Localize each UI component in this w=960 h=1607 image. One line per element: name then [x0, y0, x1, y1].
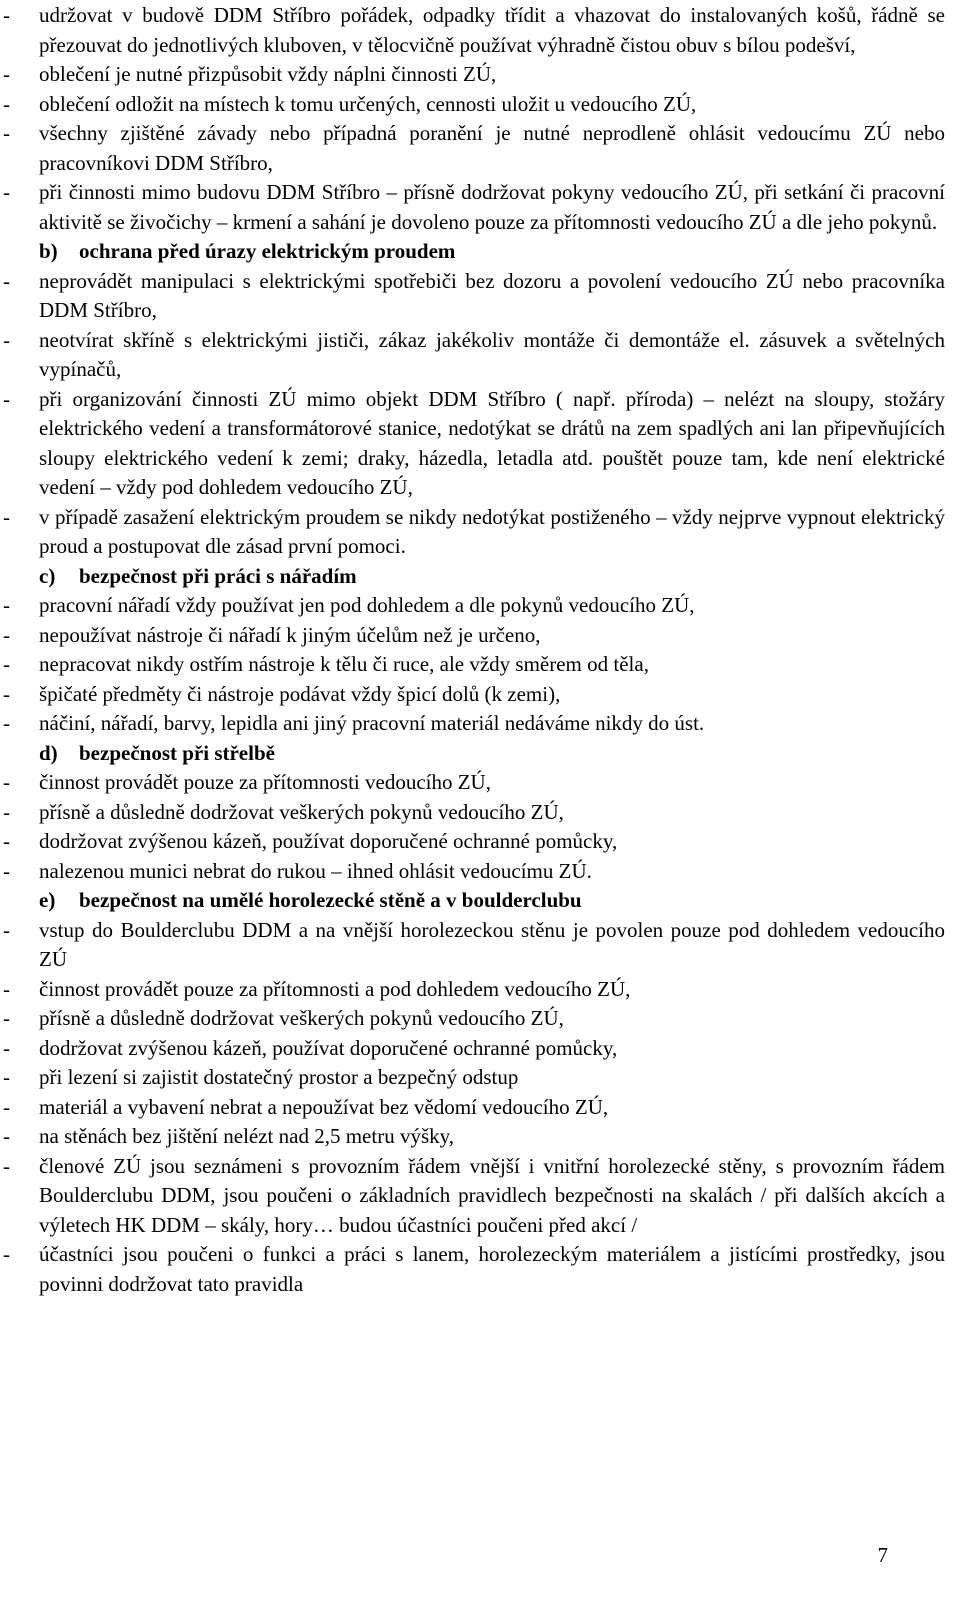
list-item-text: nepoužívat nástroje či nářadí k jiným účelům než je určeno, [39, 622, 541, 647]
section-heading [0, 562, 945, 592]
section-heading [0, 237, 945, 267]
list-item [0, 267, 945, 326]
list-dash: - [3, 3, 10, 27]
section-letter: c) [39, 563, 56, 588]
list-dash: - [3, 1242, 10, 1266]
list-item [0, 385, 945, 503]
list-item [0, 827, 945, 857]
list-item-text: činnost provádět pouze za přítomnosti vedoucího ZÚ, [39, 770, 491, 794]
list-dash: - [3, 917, 10, 942]
section-letter: d) [39, 740, 58, 765]
list-item-text: při organizování činnosti ZÚ mimo objekt DDM Stříbro ( např. příroda) – nelézt na sloupy, stožáry elektrického vedení a transformátorové stanice, nedotýkat se drátů na zem spadlých ani lan připevňujících sloupy elektrického vedení k zemi; draky, házedla, letadla atd. pouštět pouze tam, kde není elektrické vedení – vždy pod dohledem vedoucího ZÚ, [39, 386, 945, 499]
list-dash: - [3, 799, 10, 824]
list-item [0, 1063, 945, 1093]
page-number: 7 [877, 1543, 888, 1567]
list-dash: - [3, 62, 10, 86]
list-item-text: při lezení si zajistit dostatečný prostor a bezpečný odstup [39, 1065, 519, 1089]
list-dash: - [3, 180, 10, 204]
section-letter: b) [39, 239, 58, 263]
list-item-text: nalezenou munici nebrat do rukou – ihned ohlásit vedoucímu ZÚ. [39, 858, 592, 883]
list-item [0, 326, 945, 385]
list-dash: - [3, 1006, 10, 1030]
list-item [0, 1122, 945, 1152]
section-title: ochrana před úrazy elektrickým proudem [79, 239, 456, 263]
list-dash: - [3, 681, 10, 706]
list-item [0, 1, 945, 60]
list-item [0, 798, 945, 828]
list-item [0, 591, 945, 621]
list-item-text: náčiní, nářadí, barvy, lepidla ani jiný pracovní materiál nedáváme nikdy do úst. [39, 711, 705, 735]
list-dash: - [3, 1124, 10, 1148]
list-item [0, 1152, 945, 1241]
list-item [0, 1240, 945, 1299]
list-item-text: členové ZÚ jsou seznámeni s provozním řádem vnější i vnitřní horolezecké stěny, s provozním řádem Boulderclubu DDM, jsou poučeni o základních pravidlech bezpečnosti na skalách / při dalších akcích a výletech HK DDM – skály, hory… budou účastníci poučeni před akcí / [39, 1153, 945, 1237]
list-item [0, 60, 945, 90]
list-item [0, 1034, 945, 1064]
list-dash: - [3, 268, 10, 293]
list-dash: - [3, 1065, 10, 1089]
list-dash: - [3, 504, 10, 529]
list-item-text: přísně a důsledně dodržovat veškerých pokynů vedoucího ZÚ, [39, 1006, 564, 1030]
list-item-text: materiál a vybavení nebrat a nepoužívat bez vědomí vedoucího ZÚ, [39, 1094, 609, 1119]
list-dash: - [3, 1153, 10, 1178]
list-item-text: všechny zjištěné závady nebo případná poranění je nutné neprodleně ohlásit vedoucímu ZÚ nebo pracovníkovi DDM Stříbro, [39, 121, 945, 175]
list-item [0, 90, 945, 120]
list-dash: - [3, 1094, 10, 1119]
list-dash: - [3, 976, 10, 1001]
list-dash: - [3, 593, 10, 617]
list-item-text: dodržovat zvýšenou kázeň, používat doporučené ochranné pomůcky, [39, 1035, 618, 1060]
list-dash: - [3, 1035, 10, 1060]
list-item-text: na stěnách bez jištění nelézt nad 2,5 metru výšky, [39, 1124, 455, 1148]
list-item [0, 709, 945, 739]
list-item [0, 178, 945, 237]
list-dash: - [3, 829, 10, 853]
list-item [0, 503, 945, 562]
list-item-text: vstup do Boulderclubu DDM a na vnější horolezeckou stěnu je povolen pouze pod dohledem vedoucího ZÚ [39, 917, 945, 971]
list-item-text: nepracovat nikdy ostřím nástroje k tělu či ruce, ale vždy směrem od těla, [39, 652, 649, 676]
list-item-text: dodržovat zvýšenou kázeň, používat doporučené ochranné pomůcky, [39, 829, 618, 853]
list-dash: - [3, 858, 10, 883]
list-item [0, 1004, 945, 1034]
list-item [0, 621, 945, 651]
list-dash: - [3, 91, 10, 116]
section-letter: e) [39, 888, 56, 912]
list-dash: - [3, 386, 10, 411]
list-dash: - [3, 770, 10, 794]
section-title: bezpečnost na umělé horolezecké stěně a v boulderclubu [79, 888, 582, 912]
list-item-text: při činnosti mimo budovu DDM Stříbro – přísně dodržovat pokyny vedoucího ZÚ, při setkání či pracovní aktivitě se živočichy – krmení a sahání je dovoleno pouze za přítomnosti vedoucího ZÚ a dle jeho pokynů. [39, 180, 945, 234]
list-dash: - [3, 327, 10, 352]
list-item [0, 1093, 945, 1123]
list-item-text: v případě zasažení elektrickým proudem se nikdy nedotýkat postiženého – vždy nejprve vypnout elektrický proud a postupovat dle zásad první pomoci. [39, 504, 945, 558]
list-item-text: účastníci jsou poučeni o funkci a práci s lanem, horolezeckým materiálem a jistícími prostředky, jsou povinni dodržovat tato pravidla [39, 1242, 945, 1296]
list-dash: - [3, 121, 10, 145]
list-item-text: činnost provádět pouze za přítomnosti a pod dohledem vedoucího ZÚ, [39, 976, 631, 1001]
list-item [0, 680, 945, 710]
list-item-text: špičaté předměty či nástroje podávat vždy špicí dolů (k zemi), [39, 681, 561, 706]
list-item-text: neotvírat skříně s elektrickými jističi, zákaz jakékoliv montáže či demontáže el. zásuvek a světelných vypínačů, [39, 327, 945, 381]
section-title: bezpečnost při střelbě [79, 740, 275, 765]
list-dash: - [3, 652, 10, 676]
list-item [0, 650, 945, 680]
list-item [0, 119, 945, 178]
list-item [0, 857, 945, 887]
list-item-text: udržovat v budově DDM Stříbro pořádek, odpadky třídit a vhazovat do instalovaných košů, řádně se přezouvat do jednotlivých kluboven, v tělocvičně používat výhradně čistou obuv s bílou podešví, [39, 3, 945, 57]
list-item [0, 975, 945, 1005]
list-item-text: oblečení odložit na místech k tomu určených, cennosti uložit u vedoucího ZÚ, [39, 91, 697, 116]
list-item [0, 768, 945, 798]
section-heading [0, 739, 945, 769]
list-item-text: oblečení je nutné přizpůsobit vždy náplni činnosti ZÚ, [39, 62, 497, 86]
list-item-text: přísně a důsledně dodržovat veškerých pokynů vedoucího ZÚ, [39, 799, 564, 824]
list-item-text: pracovní nářadí vždy používat jen pod dohledem a dle pokynů vedoucího ZÚ, [39, 593, 695, 617]
list-dash: - [3, 622, 10, 647]
list-item-text: neprovádět manipulaci s elektrickými spotřebiči bez dozoru a povolení vedoucího ZÚ nebo pracovníka DDM Stříbro, [39, 268, 945, 322]
section-heading [0, 886, 945, 916]
section-title: bezpečnost při práci s nářadím [79, 563, 357, 588]
list-item [0, 916, 945, 975]
list-dash: - [3, 711, 10, 735]
